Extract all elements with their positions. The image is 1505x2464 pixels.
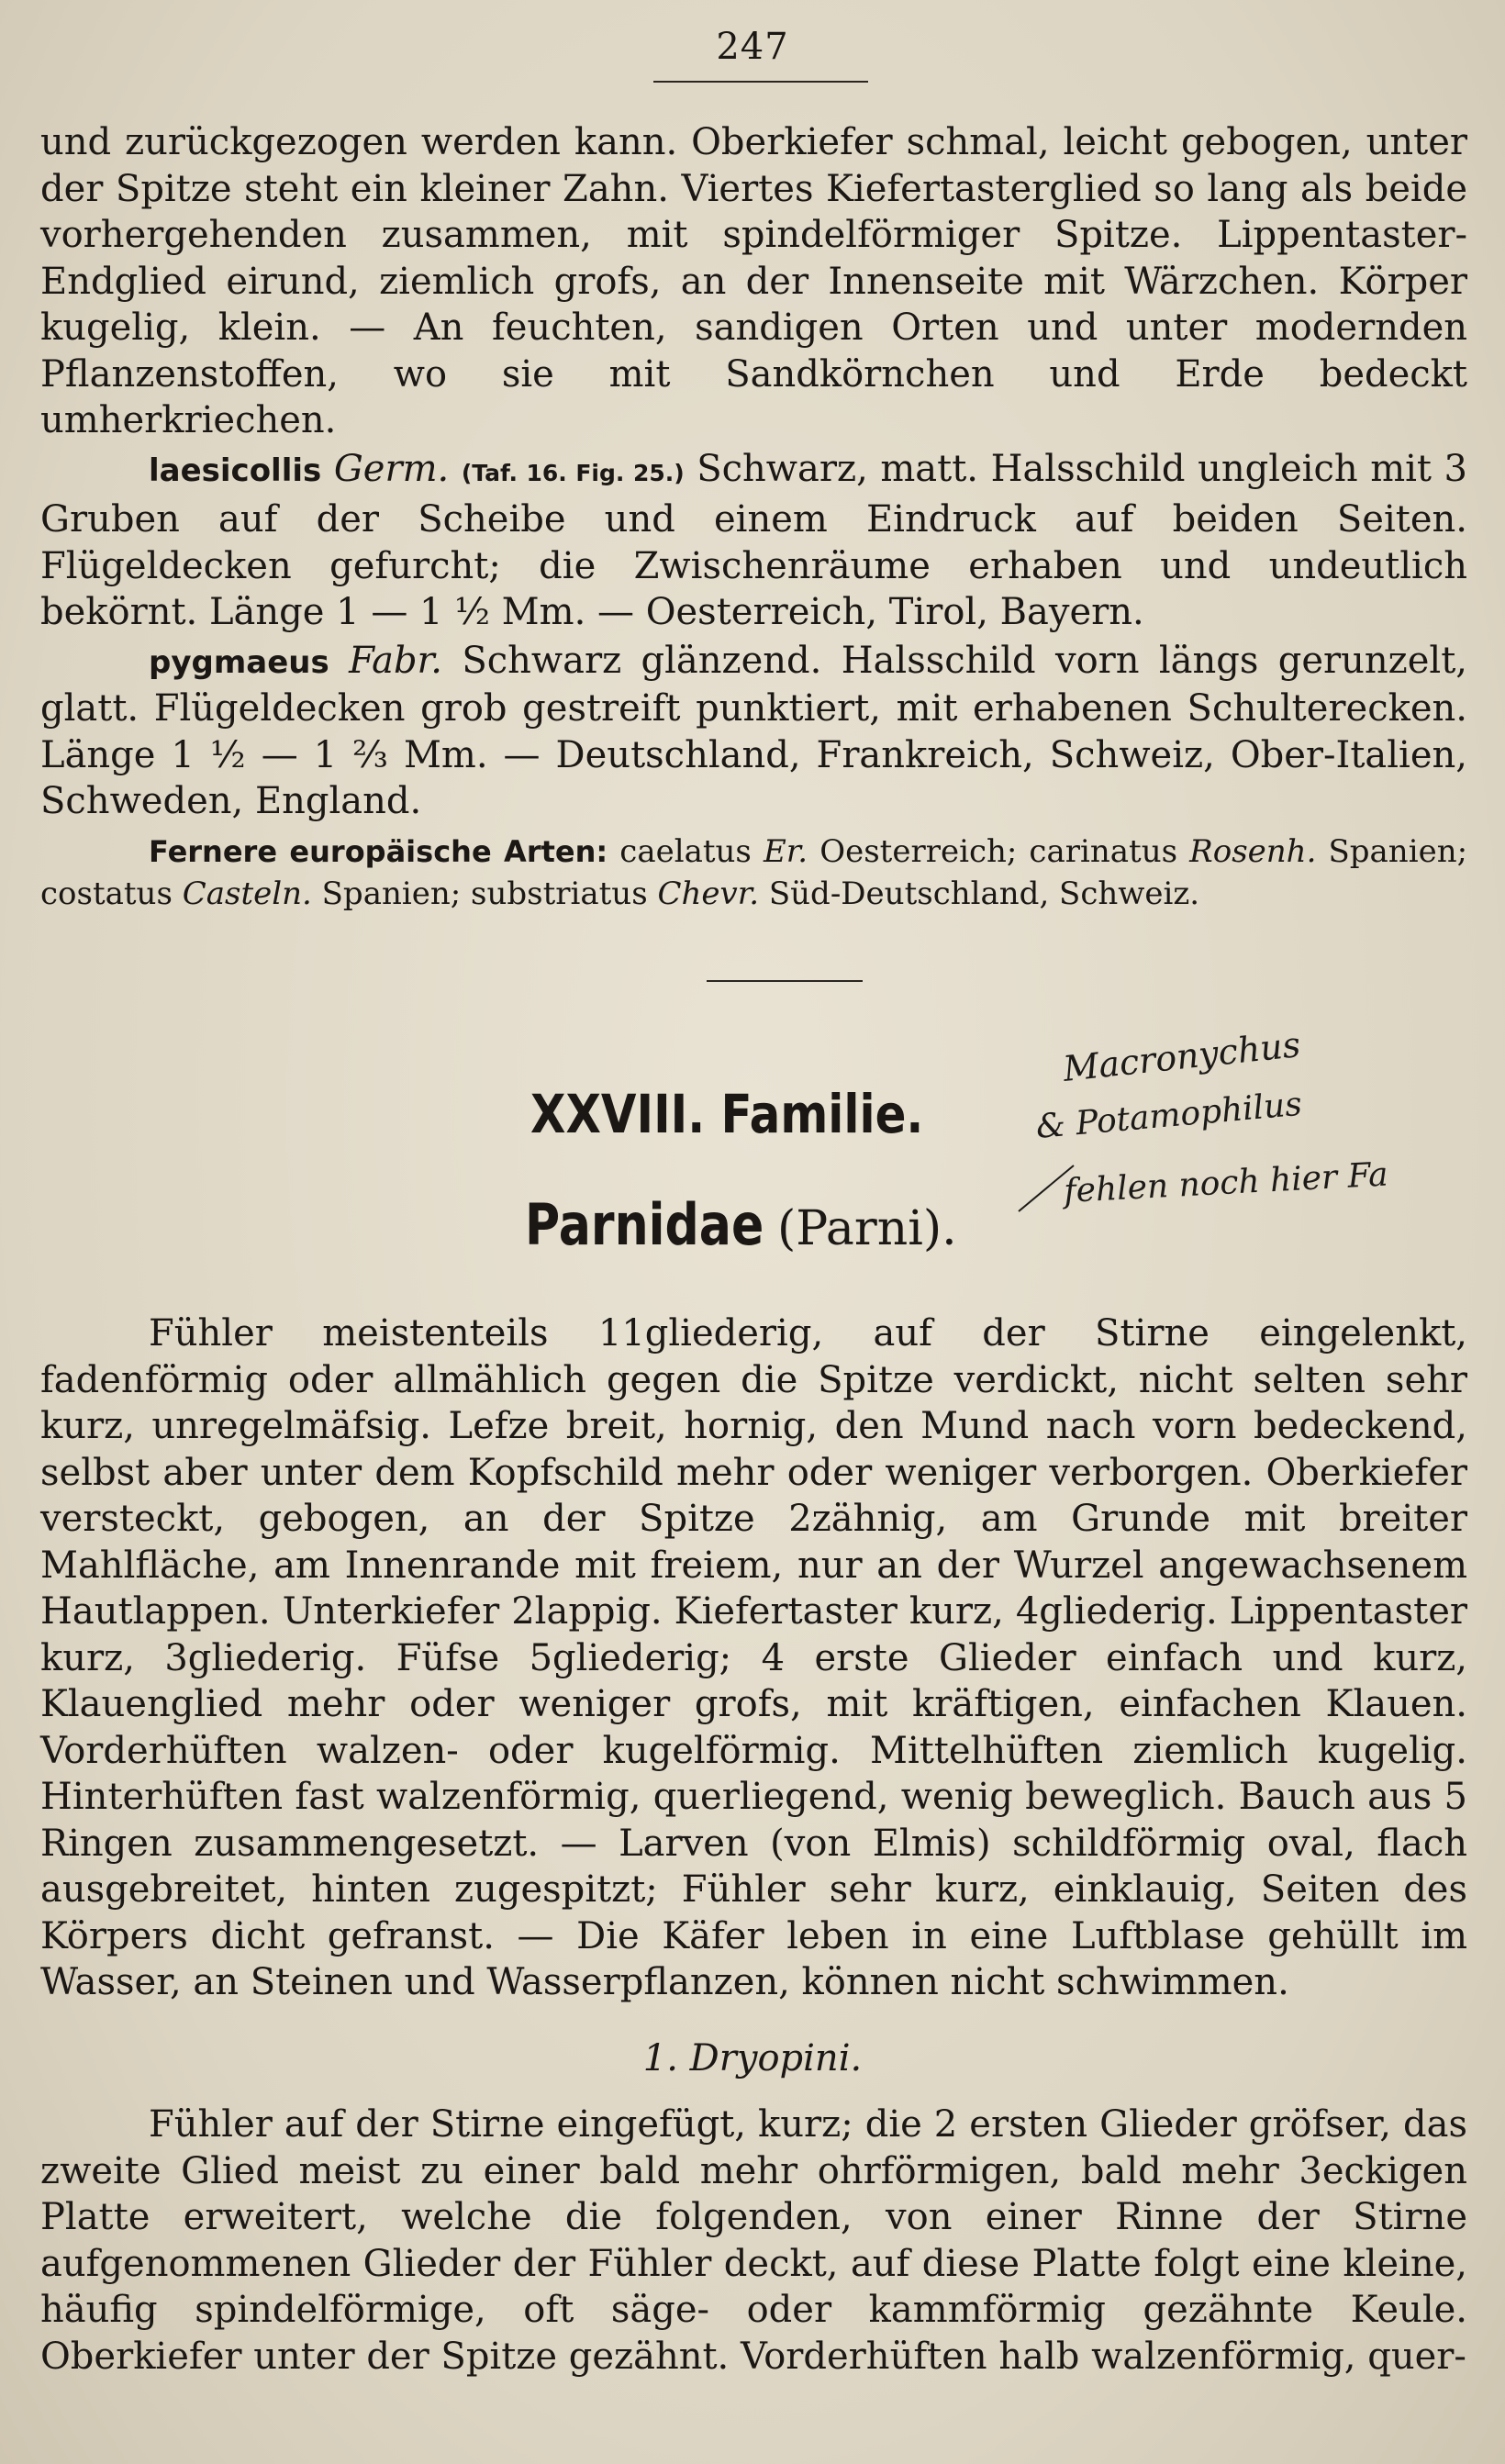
text-column-bottom	[40, 1310, 1467, 2006]
species-name: laesicollis	[149, 452, 322, 489]
tribe-heading: 1. Dryopini.	[642, 2037, 863, 2079]
species-author: Chevr.	[657, 875, 760, 912]
plate-reference: (Taf. 16. Fig. 25.)	[461, 459, 685, 486]
species-author: Fabr.	[349, 639, 442, 682]
tribe-description: Fühler auf der Stirne eingefügt, kurz; die 2 ersten Glieder gröfser, das zweite Glied meist zu einer bald mehr ohrförmigen, bald mehr 3eckigen Platte erweitert, welche die folgenden, von einer Rinne der Stirne aufgenommenen Glieder der Fühler deckt, auf diese Platte folgt eine kleine, häufig spindelförmige, oft säge- oder kammförmig gezähnte Keule. Oberkiefer unter der Spitze gezähnt. Vorderhüften halb walzenförmig, quer-	[40, 2103, 1467, 2378]
header-rule	[653, 81, 868, 83]
species-author: Germ.	[333, 447, 450, 490]
handwriting-line-3: fehlen noch hier Fa	[1063, 1155, 1389, 1210]
species-author: Rosenh.	[1189, 832, 1317, 870]
family-name-heading	[525, 1191, 957, 1258]
page-number: 247	[716, 26, 789, 68]
species-text: Süd-Deutschland, Schweiz.	[768, 875, 1200, 912]
family-description: Fühler meistenteils 11gliederig, auf der Stirne eingelenkt, fadenförmig oder allmählich gegen die Spitze verdickt, nicht selten sehr kurz, unregelmäfsig. Lefze breit, hornig, den Mund nach vorn bedeckend, selbst aber unter dem Kopfschild mehr oder weniger verborgen. Oberkiefer versteckt, gebogen, an der Spitze 2zähnig, am Grunde mit breiter Mahlfläche, am Innenrande mit freiem, nur an der Wurzel angewachsenem Hautlappen. Unterkiefer 2lappig. Kiefertaster kurz, 4gliederig. Lippentaster kurz, 3gliederig. Füfse 5gliederig; 4 erste Glieder einfach und kurz, Klauenglied mehr oder weniger grofs, mit kräftigen, einfachen Klauen. Vorderhüften walzen- oder kugelförmig. Mittelhüften ziemlich kugelig. Hinterhüften fast walzenförmig, querliegend, wenig beweglich. Bauch aus 5 Ringen zusammengesetzt. — Larven (von Elmis) schildförmig oval, flach ausgebreitet, hinten zugespitzt; Fühler sehr kurz, einklauig, Seiten des Körpers dicht gefranst. — Die Käfer leben in eine Luftblase gehüllt im Wasser, an Steinen und Wasserpflanzen, können nicht schwimmen.	[40, 1312, 1467, 2003]
handwritten-annotation	[1009, 1028, 1487, 1230]
handwriting-line-2: & Potamophilus	[1034, 1085, 1304, 1146]
species-description: Schwarz, matt. Halsschild ungleich mit 3 Gruben auf der Scheibe und einem Eindruck auf beiden Seiten. Flügeldecken gefurcht; die Zwischenräume erhaben und undeutlich bekörnt. Länge 1 — 1 ½ Mm. — Oesterreich, Tirol, Bayern.	[40, 447, 1468, 633]
species-author: Er.	[763, 832, 808, 870]
other-european-species	[40, 831, 1467, 915]
family-heading: XXVIII. Familie.	[530, 1083, 924, 1145]
species-entry-laesicollis	[40, 446, 1467, 636]
species-text: Spanien; substriatus	[321, 875, 648, 912]
section-divider	[707, 980, 863, 982]
text-column-top	[40, 119, 1467, 915]
species-text: Spanien; costatus	[40, 832, 1468, 912]
other-species-lead: Fernere europäische Arten:	[149, 833, 608, 869]
species-description: Schwarz glänzend. Halsschild vorn längs gerunzelt, glatt. Flügeldecken grob gestreift punktiert, mit erhabenen Schulterecken. Länge 1 ½ — 1 ⅔ Mm. — Deutschland, Frankreich, Schweiz, Ober-Italien, Schweden, England.	[40, 639, 1467, 822]
continuation-paragraph: und zurückgezogen werden kann. Oberkiefer schmal, leicht gebogen, unter der Spitze steht ein kleiner Zahn. Viertes Kiefertasterglied so lang als beide vorhergehenden zusammen, mit spindelförmiger Spitze. Lippentaster-Endglied eirund, ziemlich grofs, an der Innenseite mit Wärzchen. Körper kugelig, klein. — An feuchten, sandigen Orten und unter modernden Pflanzenstoffen, wo sie mit Sandkörnchen und Erde bedeckt umherkriechen.	[40, 121, 1467, 441]
family-common-name: (Parni).	[776, 1201, 957, 1256]
text-column-tribe	[40, 2102, 1467, 2380]
species-name: pygmaeus	[149, 643, 329, 681]
handwriting-line-1: Macronychus	[1061, 1028, 1303, 1089]
family-latin-name: Parnidae	[525, 1191, 764, 1258]
species-text: Oesterreich; carinatus	[819, 832, 1178, 870]
species-author: Casteln.	[182, 875, 312, 912]
handwriting-svg	[1009, 1028, 1487, 1230]
species-text: caelatus	[619, 832, 752, 870]
species-entry-pygmaeus	[40, 638, 1467, 825]
